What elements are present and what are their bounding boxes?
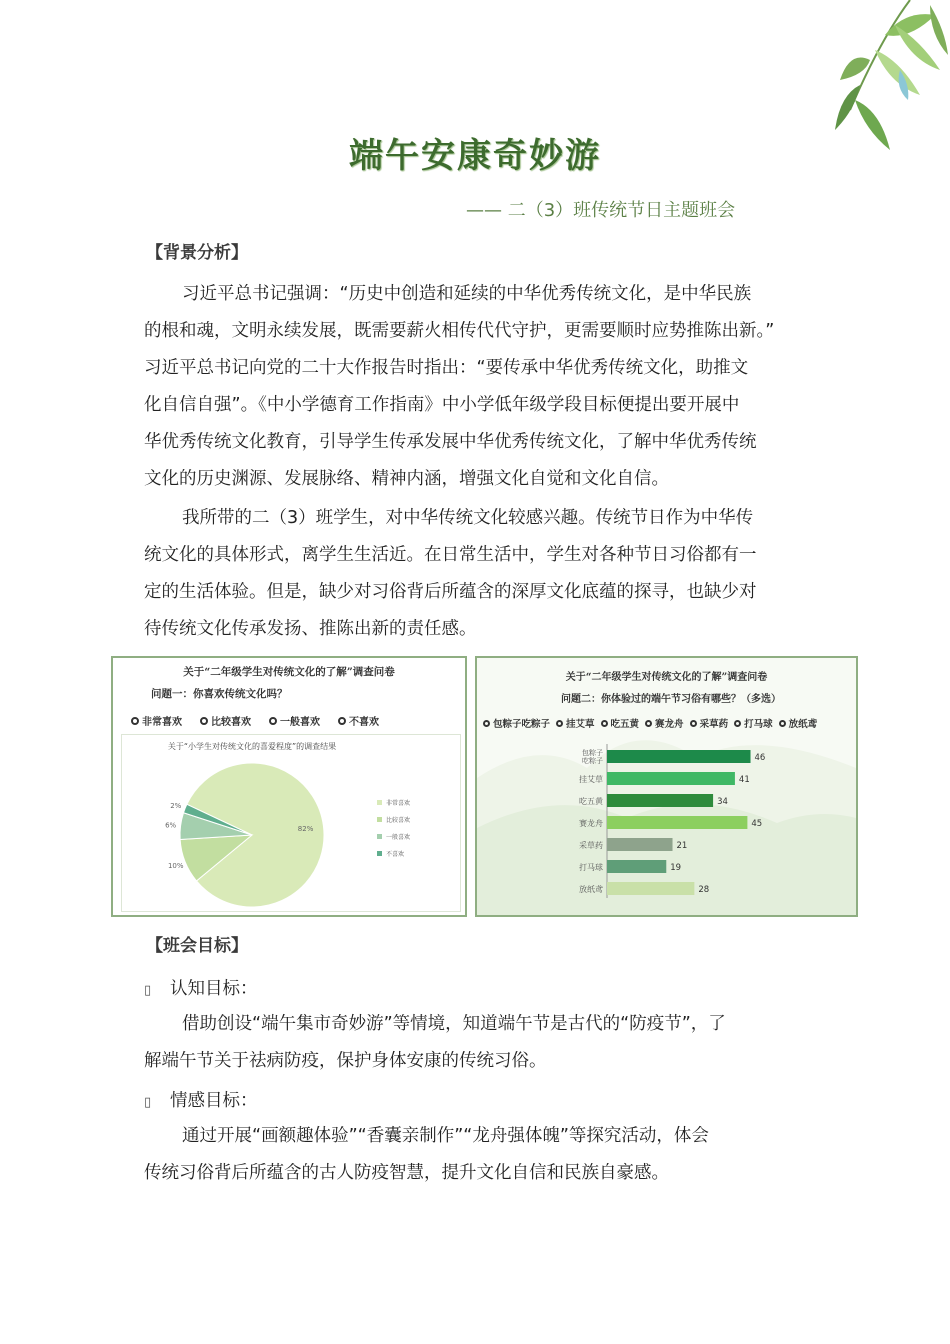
legend-label: 一般喜欢: [386, 834, 411, 841]
option-label: 一般喜欢: [280, 717, 320, 728]
text-line: 华优秀传统文化教育，引导学生传承发展中华优秀传统文化，了解中华优秀传统: [144, 432, 757, 452]
survey2-option: [601, 716, 640, 730]
goal1-paragraph: [144, 1006, 812, 1080]
radio-icon: [601, 720, 608, 727]
bar: [607, 860, 666, 873]
option-label: 包粽子吃粽子: [493, 719, 551, 730]
bar-value-label: 28: [698, 885, 710, 895]
bar: [607, 838, 673, 851]
legend-swatch: [377, 834, 382, 839]
radio-icon: [338, 717, 346, 725]
option-label: 吃五黄: [610, 719, 640, 730]
bar-category-label: 挂艾草: [579, 775, 603, 784]
survey-figure-1: [111, 656, 467, 917]
survey1-title: 关于“二年级学生对传统文化的了解”调查问卷: [183, 666, 395, 678]
goal2-heading: [144, 1087, 258, 1112]
survey-figure-2: [475, 656, 858, 917]
bar-value-label: 34: [717, 797, 728, 807]
option-label: 挂艾草: [566, 719, 595, 730]
text-line: 化自信自强”。《中小学德育工作指南》中小学低年级学段目标便提出要开展中: [144, 395, 740, 415]
survey2-option: [483, 716, 550, 730]
radio-icon: [690, 720, 697, 727]
background-paragraph-1: [144, 276, 812, 498]
survey1-option: [131, 713, 182, 728]
radio-icon: [556, 720, 563, 727]
bar: [607, 794, 713, 807]
bar: [607, 750, 751, 763]
bar-category-label: 放纸鸢: [579, 885, 603, 894]
bar-value-label: 41: [738, 775, 750, 785]
text-line: 文化的历史渊源、发展脉络、精神内涵，增强文化自觉和文化自信。: [144, 469, 669, 489]
survey2-option: [734, 716, 773, 730]
text-line: 统文化的具体形式，离学生生活近。在日常生活中，学生对各种节日习俗都有一: [144, 545, 757, 565]
bar-category-label: 吃五黄: [579, 797, 603, 806]
bar-value-label: 46: [754, 753, 766, 763]
survey2-option: [779, 716, 818, 730]
page-title: 端午安康奇妙游: [349, 136, 601, 176]
bar-value-label: 19: [670, 863, 682, 873]
text-line: 习近平总书记向党的二十大作报告时指出：“要传承中华优秀传统文化，助推文: [144, 358, 749, 378]
bar-category-label: 赛龙舟: [579, 819, 603, 828]
option-label: 采草药: [699, 719, 729, 730]
pie-chart: [122, 735, 460, 911]
text-line: 习近平总书记强调：“历史中创造和延续的中华优秀传统文化，是中华民族: [182, 284, 752, 304]
survey1-option: [269, 713, 320, 728]
survey2-options: [483, 716, 817, 730]
goal1-heading: [144, 975, 258, 1000]
survey2-title: 关于“二年级学生对传统文化的了解”调查问卷: [565, 672, 768, 683]
text-line: 传统习俗背后所蕴含的古人防疫智慧，提升文化自信和民族自豪感。: [144, 1163, 669, 1183]
pie-chart-panel: [121, 734, 461, 912]
bar: [607, 816, 747, 829]
text-line: 借助创设“端午集市奇妙游”等情境，知道端午节是古代的“防疫节”，了: [182, 1014, 726, 1034]
text-line: 通过开展“画额趣体验”“香囊亲制作”“龙舟强体魄”等探究活动，体会: [182, 1126, 709, 1146]
legend-swatch: [377, 817, 382, 822]
pie-slice-label: 6%: [165, 821, 177, 830]
pie-chart-title: 关于“小学生对传统文化的喜爱程度”的调查结果: [167, 742, 337, 751]
survey2-question: 问题二：你体验过的端午节习俗有哪些？（多选）: [561, 694, 781, 705]
text-line: 的根和魂，文明永续发展，既需要薪火相传代代守护，更需要顺时应势推陈出新。”: [144, 321, 775, 341]
goal1-label: 认知目标：: [170, 979, 258, 999]
goal2-paragraph: [144, 1118, 812, 1192]
bar-category-label: 吃粽子: [582, 757, 603, 765]
survey1-options: [131, 713, 379, 728]
legend-label: 不喜欢: [386, 851, 405, 858]
survey1-question: 问题一：你喜欢传统文化吗？: [151, 688, 288, 700]
goals-section-heading: 【班会目标】: [146, 936, 248, 956]
text-line: 定的生活体验。但是，缺少对习俗背后所蕴含的深厚文化底蕴的探寻，也缺少对: [144, 582, 757, 602]
bar-chart: [477, 742, 856, 912]
option-label: 不喜欢: [349, 717, 379, 728]
text-line: 我所带的二（3）班学生，对中华传统文化较感兴趣。传统节日作为中华传: [182, 508, 754, 528]
pie-slice-label: 2%: [170, 801, 182, 810]
legend-swatch: [377, 800, 382, 805]
option-label: 赛龙舟: [655, 719, 684, 730]
background-section-heading: 【背景分析】: [146, 243, 248, 263]
survey2-option: [556, 716, 595, 730]
survey1-option: [338, 713, 379, 728]
option-label: 比较喜欢: [211, 717, 251, 728]
background-paragraph-2: [144, 500, 812, 648]
survey1-option: [200, 713, 251, 728]
bullet-icon: ▯: [144, 983, 152, 998]
page-subtitle: —— 二（3）班传统节日主题班会: [466, 200, 736, 221]
radio-icon: [269, 717, 277, 725]
goal2-label: 情感目标：: [170, 1091, 258, 1111]
legend-label: 比较喜欢: [386, 817, 411, 824]
option-label: 打马球: [744, 719, 773, 730]
radio-icon: [200, 717, 208, 725]
radio-icon: [131, 717, 139, 725]
bar-value-label: 21: [676, 841, 688, 851]
bar-category-label: 包粽子: [582, 749, 603, 757]
survey2-option: [690, 716, 729, 730]
bullet-icon: ▯: [144, 1095, 152, 1110]
radio-icon: [734, 720, 741, 727]
option-label: 非常喜欢: [142, 717, 182, 728]
text-line: 待传统文化传承发扬、推陈出新的责任感。: [144, 619, 477, 639]
survey2-option: [645, 716, 684, 730]
option-label: 放纸鸢: [788, 719, 818, 730]
legend-label: 非常喜欢: [386, 800, 411, 807]
radio-icon: [483, 720, 490, 727]
bar-value-label: 45: [751, 819, 763, 829]
radio-icon: [779, 720, 786, 727]
bar-category-label: 打马球: [579, 863, 603, 872]
pie-slice-label: 82%: [297, 825, 314, 834]
legend-swatch: [377, 851, 382, 856]
bar: [607, 772, 735, 785]
bar-category-label: 采草药: [579, 841, 603, 850]
radio-icon: [645, 720, 652, 727]
text-line: 解端午节关于祛病防疫，保护身体安康的传统习俗。: [144, 1051, 547, 1071]
bar: [607, 882, 694, 895]
pie-slice-label: 10%: [167, 862, 184, 871]
